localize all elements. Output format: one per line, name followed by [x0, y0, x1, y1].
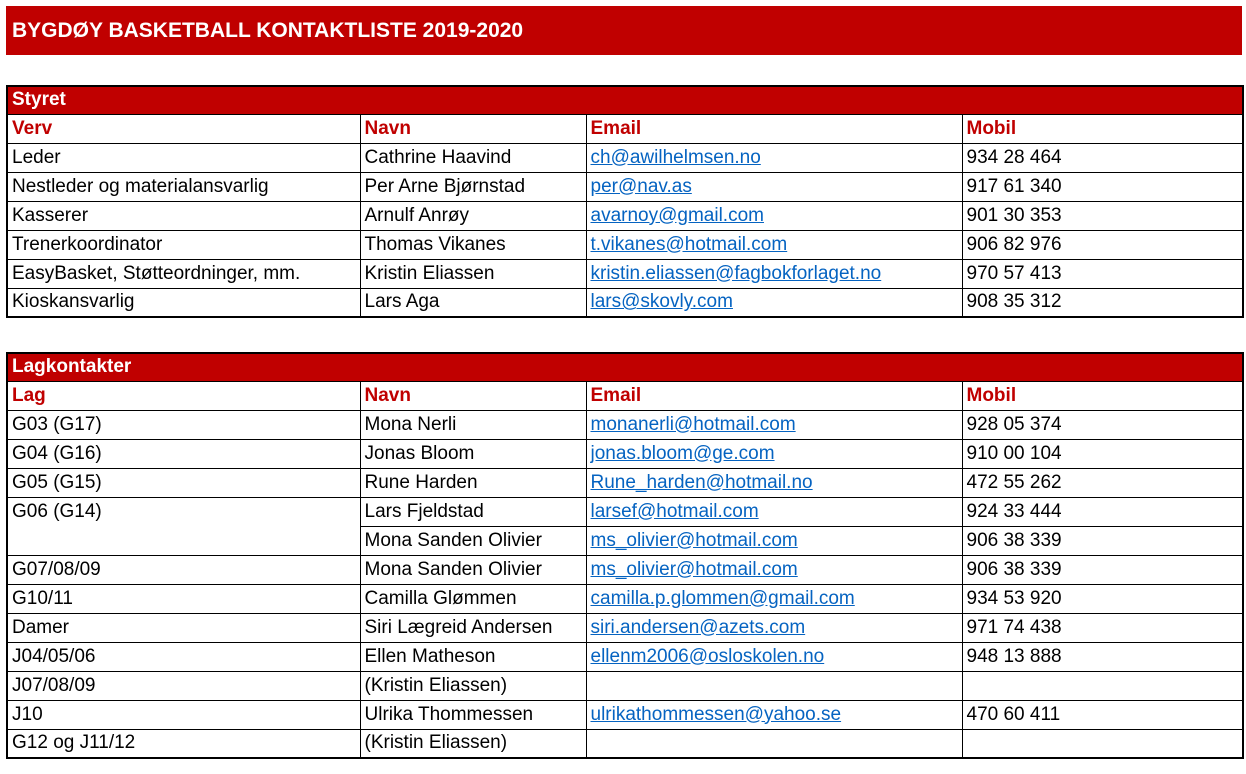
email-cell [586, 700, 962, 729]
name-cell: Lars Fjeldstad [360, 497, 586, 526]
email-link[interactable]: siri.andersen@azets.com [590, 616, 806, 638]
table-row [7, 410, 1243, 439]
page-title: BYGDØY BASKETBALL KONTAKTLISTE 2019-2020 [6, 6, 1242, 55]
email-cell [586, 410, 962, 439]
team-cell [7, 526, 360, 555]
name-cell: Jonas Bloom [360, 439, 586, 468]
column-header-navn: Navn [360, 114, 586, 143]
column-header-navn: Navn [360, 381, 586, 410]
email-link[interactable]: jonas.bloom@ge.com [590, 442, 775, 464]
name-cell: Kristin Eliassen [360, 259, 586, 288]
column-header-mobil: Mobil [962, 381, 1243, 410]
role-cell: Kasserer [7, 201, 360, 230]
table-row [7, 201, 1243, 230]
team-cell: G07/08/09 [7, 555, 360, 584]
mobile-cell: 934 53 920 [962, 584, 1243, 613]
table-row [7, 230, 1243, 259]
mobile-cell: 924 33 444 [962, 497, 1243, 526]
role-cell: Leder [7, 143, 360, 172]
name-cell: Ellen Matheson [360, 642, 586, 671]
mobile-cell: 971 74 438 [962, 613, 1243, 642]
mobile-cell: 948 13 888 [962, 642, 1243, 671]
name-cell: (Kristin Eliassen) [360, 729, 586, 758]
column-header-lag: Lag [7, 381, 360, 410]
team-cell: G06 (G14) [7, 497, 360, 526]
email-link[interactable]: ms_olivier@hotmail.com [590, 529, 798, 551]
mobile-cell: 901 30 353 [962, 201, 1243, 230]
section-label: Lagkontakter [7, 353, 1243, 381]
name-cell: (Kristin Eliassen) [360, 671, 586, 700]
mobile-cell: 910 00 104 [962, 439, 1243, 468]
email-cell [586, 526, 962, 555]
name-cell: Thomas Vikanes [360, 230, 586, 259]
column-header-row [7, 114, 1243, 143]
team-cell: G10/11 [7, 584, 360, 613]
email-cell [586, 613, 962, 642]
name-cell: Camilla Glømmen [360, 584, 586, 613]
table-row [7, 497, 1243, 526]
email-cell [586, 555, 962, 584]
column-header-email: Email [586, 114, 962, 143]
mobile-cell: 917 61 340 [962, 172, 1243, 201]
name-cell: Mona Sanden Olivier [360, 526, 586, 555]
email-link[interactable]: ulrikathommessen@yahoo.se [590, 703, 842, 725]
team-cell: J04/05/06 [7, 642, 360, 671]
table-row [7, 729, 1243, 758]
mobile-cell: 906 38 339 [962, 555, 1243, 584]
role-cell: Nestleder og materialansvarlig [7, 172, 360, 201]
email-cell [586, 259, 962, 288]
section-label: Styret [7, 86, 1243, 114]
email-cell [586, 584, 962, 613]
table-row [7, 613, 1243, 642]
email-link[interactable]: Rune_harden@hotmail.no [590, 471, 813, 493]
email-link[interactable]: ellenm2006@osloskolen.no [590, 645, 825, 667]
name-cell: Mona Sanden Olivier [360, 555, 586, 584]
email-cell [586, 642, 962, 671]
email-link[interactable]: camilla.p.glommen@gmail.com [590, 587, 855, 609]
team-cell: G05 (G15) [7, 468, 360, 497]
email-cell [586, 172, 962, 201]
email-link[interactable]: monanerli@hotmail.com [590, 413, 796, 435]
mobile-cell: 908 35 312 [962, 288, 1243, 317]
mobile-cell: 928 05 374 [962, 410, 1243, 439]
table-row [7, 526, 1243, 555]
email-cell [586, 439, 962, 468]
email-link[interactable]: kristin.eliassen@fagbokforlaget.no [590, 262, 882, 284]
email-link[interactable]: avarnoy@gmail.com [590, 204, 764, 226]
column-header-mobil: Mobil [962, 114, 1243, 143]
email-link[interactable]: ms_olivier@hotmail.com [590, 558, 798, 580]
name-cell: Per Arne Bjørnstad [360, 172, 586, 201]
team-cell: J07/08/09 [7, 671, 360, 700]
mobile-cell: 934 28 464 [962, 143, 1243, 172]
table-row [7, 671, 1243, 700]
role-cell: EasyBasket, Støtteordninger, mm. [7, 259, 360, 288]
email-link[interactable]: lars@skovly.com [590, 291, 733, 313]
team-cell: G12 og J11/12 [7, 729, 360, 758]
team-cell: Damer [7, 613, 360, 642]
email-cell [586, 497, 962, 526]
column-header-row [7, 381, 1243, 410]
section-header-lagkontakter [7, 353, 1243, 381]
table-row [7, 439, 1243, 468]
table-row [7, 642, 1243, 671]
lagkontakter-table [6, 352, 1244, 759]
email-cell [586, 230, 962, 259]
name-cell: Lars Aga [360, 288, 586, 317]
mobile-cell: 470 60 411 [962, 700, 1243, 729]
email-cell [586, 201, 962, 230]
mobile-cell [962, 729, 1243, 758]
name-cell: Arnulf Anrøy [360, 201, 586, 230]
email-link[interactable]: per@nav.as [590, 175, 692, 197]
table-row [7, 259, 1243, 288]
email-link[interactable]: t.vikanes@hotmail.com [590, 233, 788, 255]
table-row [7, 288, 1243, 317]
email-cell [586, 288, 962, 317]
table-row [7, 172, 1243, 201]
email-cell [586, 671, 962, 700]
table-row [7, 143, 1243, 172]
name-cell: Siri Lægreid Andersen [360, 613, 586, 642]
name-cell: Rune Harden [360, 468, 586, 497]
team-cell: J10 [7, 700, 360, 729]
role-cell: Kioskansvarlig [7, 288, 360, 317]
column-header-email: Email [586, 381, 962, 410]
mobile-cell: 970 57 413 [962, 259, 1243, 288]
team-cell: G03 (G17) [7, 410, 360, 439]
email-cell [586, 468, 962, 497]
email-cell [586, 143, 962, 172]
section-header-styret [7, 86, 1243, 114]
name-cell: Ulrika Thommessen [360, 700, 586, 729]
name-cell: Cathrine Haavind [360, 143, 586, 172]
table-row [7, 468, 1243, 497]
email-link[interactable]: larsef@hotmail.com [590, 500, 759, 522]
styret-table [6, 85, 1244, 318]
table-row [7, 584, 1243, 613]
table-row [7, 555, 1243, 584]
email-cell [586, 729, 962, 758]
table-row [7, 700, 1243, 729]
email-link[interactable]: ch@awilhelmsen.no [590, 146, 761, 168]
mobile-cell: 472 55 262 [962, 468, 1243, 497]
role-cell: Trenerkoordinator [7, 230, 360, 259]
column-header-verv: Verv [7, 114, 360, 143]
team-cell: G04 (G16) [7, 439, 360, 468]
mobile-cell: 906 82 976 [962, 230, 1243, 259]
name-cell: Mona Nerli [360, 410, 586, 439]
mobile-cell [962, 671, 1243, 700]
mobile-cell: 906 38 339 [962, 526, 1243, 555]
